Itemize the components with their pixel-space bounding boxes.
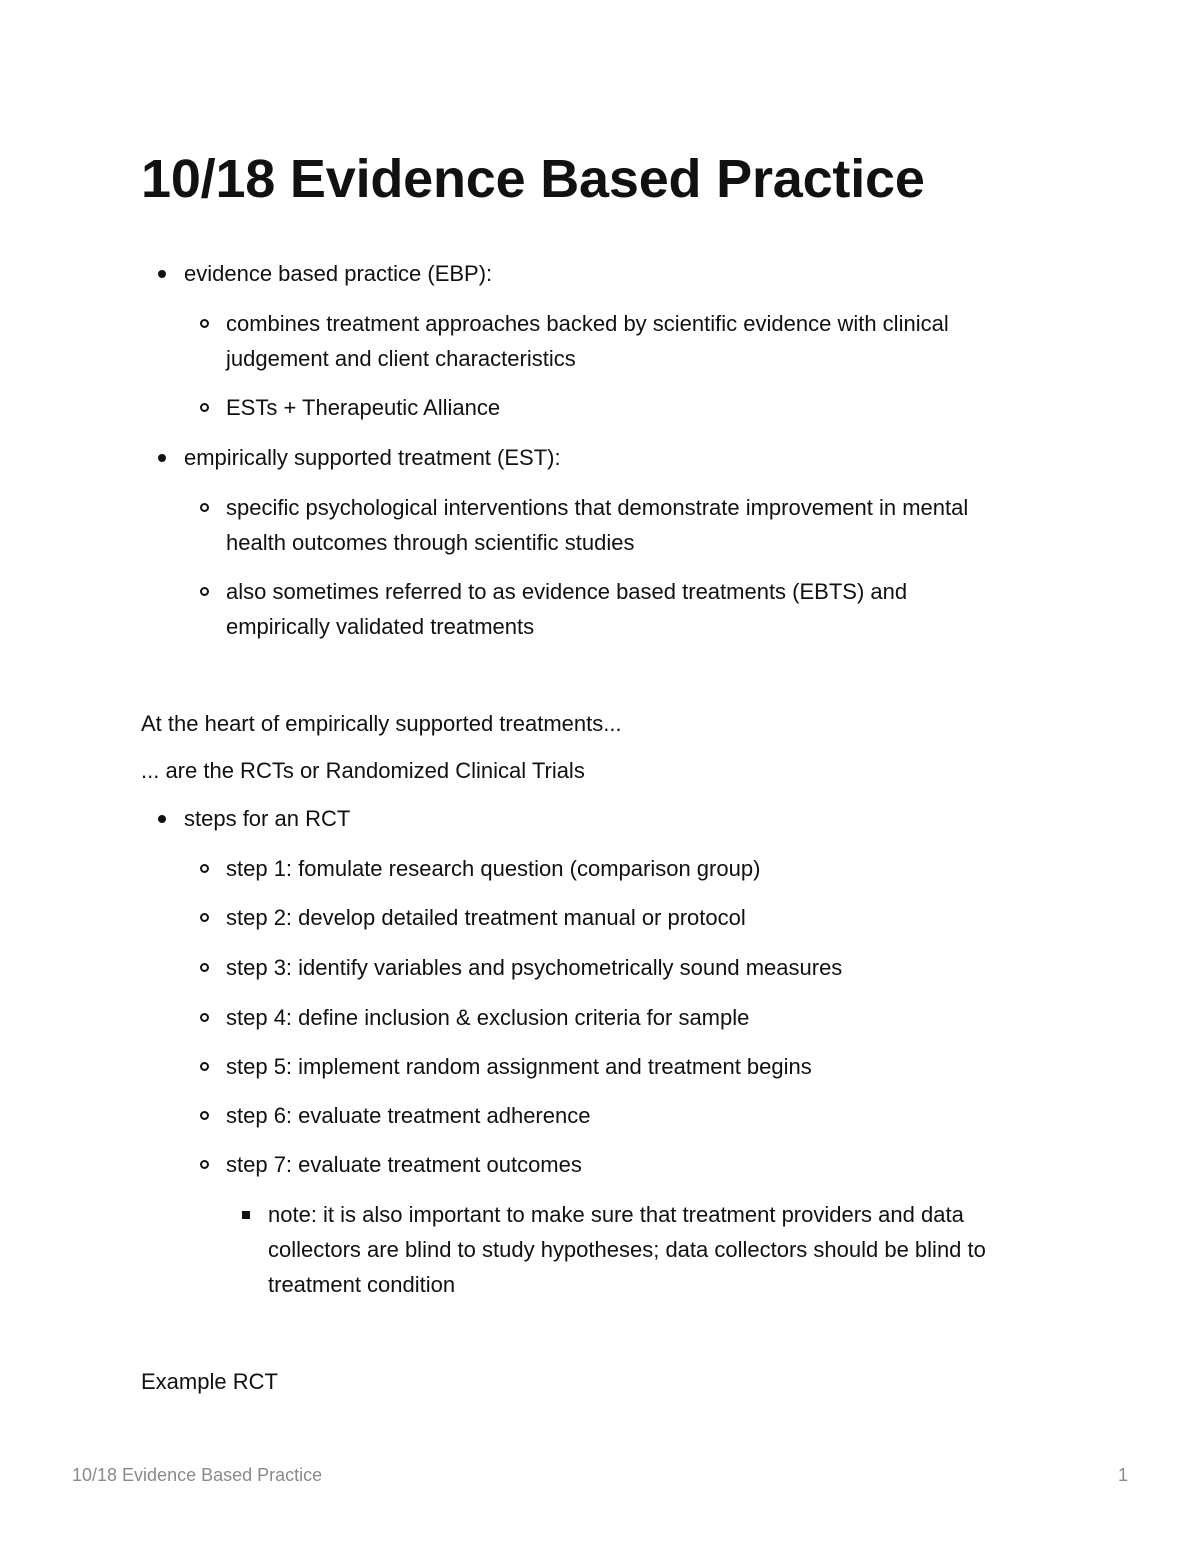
list-item-text: step 3: identify variables and psychometrically sound measures [226, 955, 843, 980]
circle-bullet-icon [200, 1013, 209, 1022]
footer-title: 10/18 Evidence Based Practice [72, 1465, 323, 1485]
page-title: 10/18 Evidence Based Practice [141, 149, 925, 209]
list-item-text: steps for an RCT [184, 806, 351, 831]
list-item-text: step 2: develop detailed treatment manual or protocol [226, 905, 746, 930]
circle-bullet-icon [200, 587, 209, 596]
disc-bullet-icon [158, 454, 166, 462]
list-item [141, 256, 1084, 291]
list-item-text: note: it is also important to make sure that treatment providers and data collectors are blind to study hypotheses; data collectors should be blind to treatment condition [268, 1202, 986, 1297]
circle-bullet-icon [200, 963, 209, 972]
list-item-text: also sometimes referred to as evidence based treatments (EBTS) and empirically validated treatments [226, 579, 908, 639]
list-item [141, 1098, 1126, 1133]
list-item-text: empirically supported treatment (EST): [184, 445, 561, 470]
list-item [141, 574, 1126, 644]
paragraph: ... are the RCTs or Randomized Clinical Trials [141, 758, 585, 783]
list-item [141, 1000, 1126, 1035]
circle-bullet-icon [200, 1160, 209, 1169]
circle-bullet-icon [200, 1062, 209, 1071]
list-item [141, 1147, 1126, 1182]
list-item [141, 1049, 1126, 1084]
list-item [141, 390, 1126, 425]
list-item-text: step 7: evaluate treatment outcomes [226, 1152, 582, 1177]
circle-bullet-icon [200, 403, 209, 412]
list-item-text: step 4: define inclusion & exclusion criteria for sample [226, 1005, 750, 1030]
list-item-text: step 1: fomulate research question (comparison group) [226, 856, 761, 881]
circle-bullet-icon [200, 913, 209, 922]
circle-bullet-icon [200, 864, 209, 873]
paragraph: At the heart of empirically supported treatments... [141, 711, 622, 736]
list-item [141, 490, 1126, 560]
list-item-text: step 6: evaluate treatment adherence [226, 1103, 591, 1128]
circle-bullet-icon [200, 1111, 209, 1120]
page-number: 1 [1117, 1465, 1128, 1485]
circle-bullet-icon [200, 503, 209, 512]
list-item-text: evidence based practice (EBP): [184, 261, 493, 286]
list-item [141, 801, 1084, 836]
disc-bullet-icon [158, 815, 166, 823]
list-item-text: step 5: implement random assignment and treatment begins [226, 1054, 812, 1079]
square-bullet-icon [242, 1211, 250, 1219]
list-item-text: specific psychological interventions that demonstrate improvement in mental health outcomes through scientific studies [226, 495, 969, 555]
circle-bullet-icon [200, 319, 209, 328]
list-item [141, 306, 1106, 376]
list-item [141, 440, 1084, 475]
list-item-text: ESTs + Therapeutic Alliance [226, 395, 501, 420]
list-item [141, 900, 1126, 935]
list-item-text: combines treatment approaches backed by scientific evidence with clinical judgement and client characteristics [226, 311, 949, 371]
disc-bullet-icon [158, 270, 166, 278]
list-item [141, 1197, 1048, 1302]
list-item [141, 851, 1126, 886]
paragraph: Example RCT [141, 1369, 278, 1394]
list-item [141, 950, 1126, 985]
